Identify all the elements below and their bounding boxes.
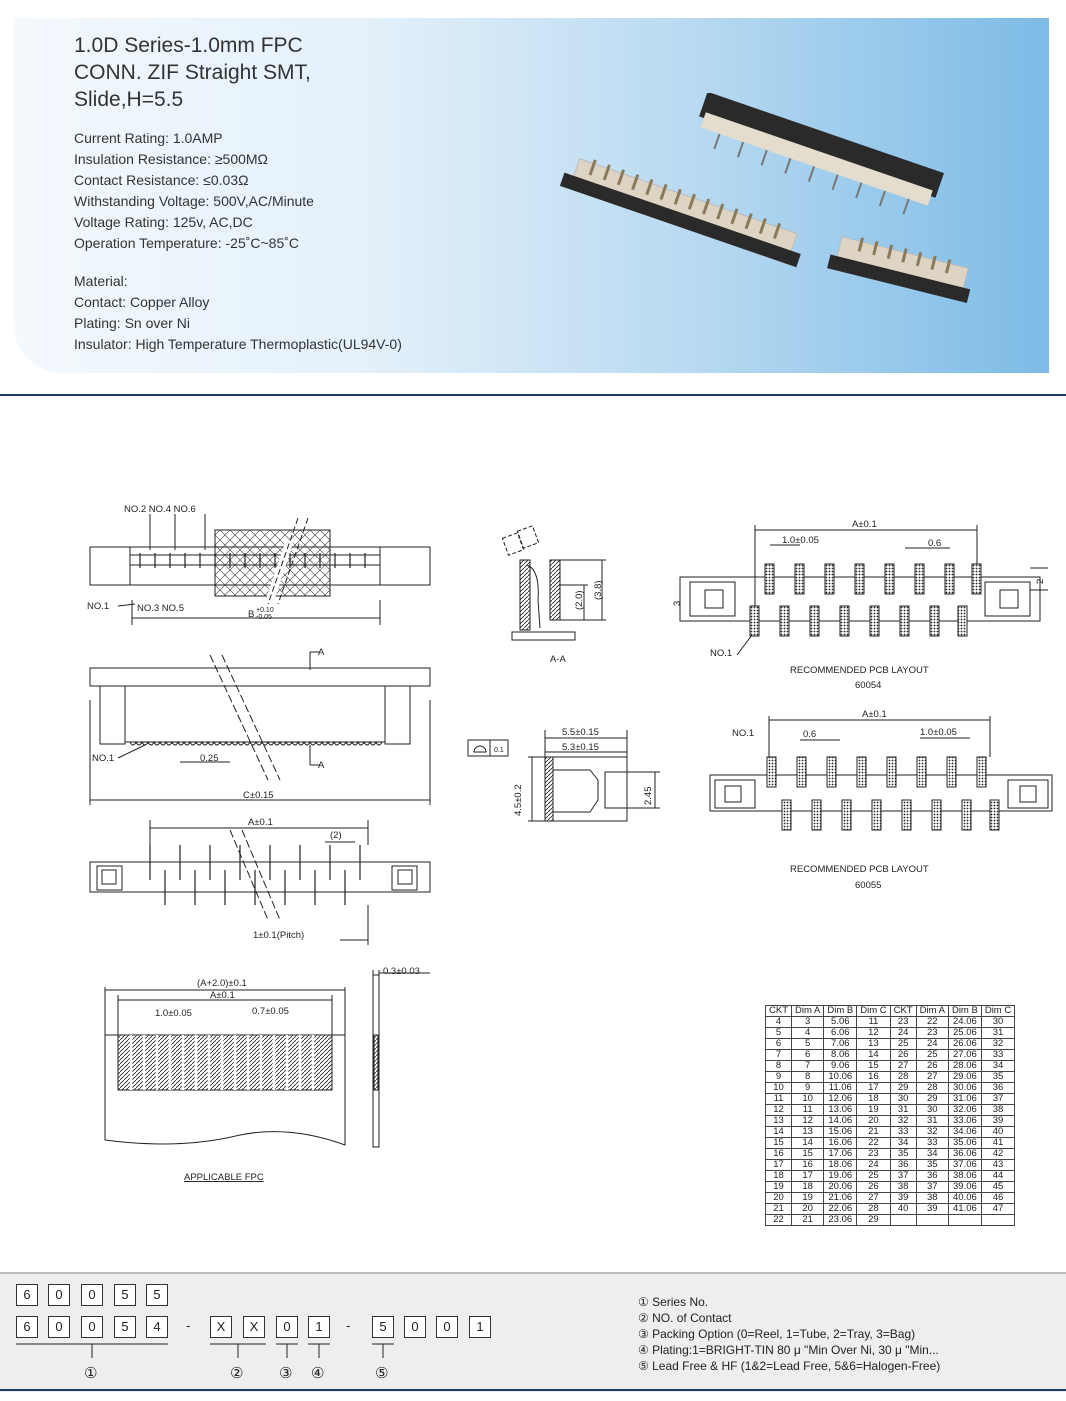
table-cell: 17.06 <box>824 1149 857 1160</box>
table-cell: 12.06 <box>824 1094 857 1105</box>
label-applicable-fpc: APPLICABLE FPC <box>184 1172 264 1183</box>
table-cell: 14.06 <box>824 1116 857 1127</box>
table-cell: 5 <box>766 1028 792 1039</box>
table-cell: 3 <box>792 1017 824 1028</box>
table-cell: 12 <box>857 1028 890 1039</box>
label-pcb-3: 3 <box>672 600 683 606</box>
table-body <box>766 1017 1015 1226</box>
table-cell: 23.06 <box>824 1215 857 1226</box>
table-row <box>766 1171 1015 1182</box>
pn-leadfree-digit: 1 <box>469 1316 491 1338</box>
pn-marker-2: ② <box>230 1364 244 1382</box>
table-cell: 24 <box>857 1160 890 1171</box>
pn-series-digit: 6 <box>16 1316 38 1338</box>
table-cell: 32.06 <box>948 1105 981 1116</box>
table-cell: 40 <box>981 1127 1014 1138</box>
table-cell: 26.06 <box>948 1039 981 1050</box>
table-row <box>766 1083 1015 1094</box>
table-cell: 8.06 <box>824 1050 857 1061</box>
table-cell: 34.06 <box>948 1127 981 1138</box>
label-section-a-bottom: A <box>318 760 325 771</box>
table-cell <box>981 1215 1014 1226</box>
table-cell: 16.06 <box>824 1138 857 1149</box>
table-cell: 37.06 <box>948 1160 981 1171</box>
table-cell: 14 <box>766 1127 792 1138</box>
table-cell: 14 <box>857 1050 890 1061</box>
table-cell: 7 <box>766 1050 792 1061</box>
table-cell: 12 <box>792 1116 824 1127</box>
table-row <box>766 1028 1015 1039</box>
table-cell: 33.06 <box>948 1116 981 1127</box>
table-cell: 34 <box>916 1149 948 1160</box>
label-pcb-10-1: 1.0±0.05 <box>782 535 819 546</box>
legend-item: ④ Plating:1=BRIGHT-TIN 80 μ "Min Over Ni, 30 μ "Min... <box>638 1343 939 1357</box>
table-cell: 24 <box>890 1028 916 1039</box>
table-cell: 15.06 <box>824 1127 857 1138</box>
table-cell: 9 <box>766 1072 792 1083</box>
table-row <box>766 1149 1015 1160</box>
material-insulator: Insulator: High Temperature Thermoplastic(UL94V-0) <box>74 336 402 352</box>
header-banner <box>14 18 1049 373</box>
pcb-layout-60055 <box>710 716 1052 830</box>
label-fpc-07: 0.7±0.05 <box>252 1006 289 1017</box>
material-heading: Material: <box>74 273 128 289</box>
spec-withstanding-voltage: Withstanding Voltage: 500V,AC/Minute <box>74 193 314 209</box>
label-pcb-06-1: 0.6 <box>928 538 942 549</box>
table-cell: 31 <box>890 1105 916 1116</box>
table-cell: 11 <box>792 1105 824 1116</box>
table-cell: 47 <box>981 1204 1014 1215</box>
title-line-3: Slide,H=5.5 <box>74 88 184 111</box>
table-cell: 20 <box>792 1204 824 1215</box>
table-cell: 35 <box>916 1160 948 1171</box>
table-cell: 37 <box>890 1171 916 1182</box>
table-cell: 33 <box>890 1127 916 1138</box>
label-no2-4-6: NO.2 NO.4 NO.6 <box>124 504 196 515</box>
table-cell: 32 <box>981 1039 1014 1050</box>
spec-current: Current Rating: 1.0AMP <box>74 130 223 146</box>
label-fpc-a2: (A+2.0)±0.1 <box>197 978 247 989</box>
table-cell: 13.06 <box>824 1105 857 1116</box>
material-plating: Plating: Sn over Ni <box>74 315 190 331</box>
label-pcb-a-1: A±0.1 <box>852 519 877 530</box>
table-cell: 29 <box>916 1094 948 1105</box>
table-cell: 23 <box>916 1028 948 1039</box>
col-dim-c-2: Dim C <box>981 1006 1014 1017</box>
col-dim-a: Dim A <box>792 1006 824 1017</box>
pn-leadfree-digit: 0 <box>436 1316 458 1338</box>
table-cell: 28 <box>890 1072 916 1083</box>
table-cell: 38.06 <box>948 1171 981 1182</box>
table-cell: 22.06 <box>824 1204 857 1215</box>
table-cell: 19.06 <box>824 1171 857 1182</box>
table-cell: 31 <box>981 1028 1014 1039</box>
pn-marker-4: ④ <box>311 1364 325 1382</box>
table-cell: 19 <box>792 1193 824 1204</box>
material-specs <box>74 271 402 355</box>
col-dim-a-2: Dim A <box>916 1006 948 1017</box>
pn-bracket-lines <box>0 1274 500 1374</box>
table-cell: 29 <box>857 1215 890 1226</box>
table-cell: 39 <box>981 1116 1014 1127</box>
label-dim-53: 5.3±0.15 <box>562 742 599 753</box>
table-cell: 26 <box>857 1182 890 1193</box>
table-row <box>766 1138 1015 1149</box>
table-cell: 11 <box>857 1017 890 1028</box>
legend-item: ① Series No. <box>638 1295 709 1309</box>
table-cell: 10 <box>766 1083 792 1094</box>
pn-packing-digit: 0 <box>276 1316 298 1338</box>
legend-item: ⑤ Lead Free & HF (1&2=Lead Free, 5&6=Halogen-Free) <box>638 1359 941 1373</box>
table-cell: 15 <box>766 1138 792 1149</box>
table-cell: 35 <box>981 1072 1014 1083</box>
table-cell: 21 <box>792 1215 824 1226</box>
table-cell: 21 <box>766 1204 792 1215</box>
pcb-layout-60054 <box>680 525 1048 655</box>
table-cell: 22 <box>916 1017 948 1028</box>
table-cell: 11.06 <box>824 1083 857 1094</box>
table-cell: 41 <box>981 1138 1014 1149</box>
table-cell: 18 <box>857 1094 890 1105</box>
label-fpc-10: 1.0±0.05 <box>155 1008 192 1019</box>
label-fpc-a: A±0.1 <box>210 990 235 1001</box>
table-cell: 20.06 <box>824 1182 857 1193</box>
table-cell: 4 <box>792 1028 824 1039</box>
part-number-section <box>0 1272 1066 1392</box>
table-cell: 32 <box>890 1116 916 1127</box>
table-row <box>766 1127 1015 1138</box>
label-dim-55: 5.5±0.15 <box>562 727 599 738</box>
table-row <box>766 1050 1015 1061</box>
label-c-dim: C±0.15 <box>243 790 274 801</box>
table-row <box>766 1182 1015 1193</box>
label-dim-38: (3.8) <box>593 580 604 600</box>
table-row <box>766 1061 1015 1072</box>
pn-contact-digit: X <box>243 1316 265 1338</box>
product-title <box>74 32 311 113</box>
table-cell: 6.06 <box>824 1028 857 1039</box>
table-cell: 30 <box>981 1017 1014 1028</box>
table-cell: 40 <box>890 1204 916 1215</box>
pn-row1-digit: 0 <box>81 1284 103 1306</box>
table-cell: 39.06 <box>948 1182 981 1193</box>
table-cell: 23 <box>890 1017 916 1028</box>
table-cell: 25 <box>857 1171 890 1182</box>
table-cell: 7.06 <box>824 1039 857 1050</box>
label-dim-245: 2.45 <box>643 786 654 805</box>
table-cell: 19 <box>857 1105 890 1116</box>
section-divider-top <box>0 394 1066 396</box>
pn-leadfree-digit: 0 <box>404 1316 426 1338</box>
label-pitch-025: 0.25 <box>200 753 219 764</box>
label-flat-tol: 0.1 <box>494 747 504 754</box>
label-b-tol-plus: +0.10 <box>256 607 274 614</box>
table-cell: 18 <box>792 1182 824 1193</box>
table-cell: 30 <box>916 1105 948 1116</box>
table-cell: 36.06 <box>948 1149 981 1160</box>
table-header-row <box>766 1006 1015 1017</box>
pn-plating-digit: 1 <box>308 1316 330 1338</box>
table-cell: 39 <box>916 1204 948 1215</box>
label-dim-20: (2.0) <box>574 590 585 610</box>
pn-row1-digit: 0 <box>48 1284 70 1306</box>
label-model-60054: 60054 <box>855 680 882 691</box>
table-cell: 13 <box>766 1116 792 1127</box>
table-cell: 25.06 <box>948 1028 981 1039</box>
spec-voltage-rating: Voltage Rating: 125v, AC,DC <box>74 214 253 230</box>
label-no1-front: NO.1 <box>92 753 115 764</box>
label-pcb-no1-1: NO.1 <box>710 648 733 659</box>
table-cell: 29.06 <box>948 1072 981 1083</box>
table-cell: 14 <box>792 1138 824 1149</box>
label-rec-layout-2: RECOMMENDED PCB LAYOUT <box>790 864 929 875</box>
pn-marker-5: ⑤ <box>375 1364 389 1382</box>
table-cell <box>948 1215 981 1226</box>
table-cell: 33 <box>981 1050 1014 1061</box>
table-cell: 22 <box>766 1215 792 1226</box>
dimension-table <box>765 1005 1015 1226</box>
table-cell: 31.06 <box>948 1094 981 1105</box>
table-cell <box>916 1215 948 1226</box>
pn-dash: - <box>346 1318 351 1333</box>
table-cell: 42 <box>981 1149 1014 1160</box>
table-cell <box>890 1215 916 1226</box>
table-cell: 27 <box>916 1072 948 1083</box>
table-cell: 36 <box>916 1171 948 1182</box>
table-cell: 44 <box>981 1171 1014 1182</box>
pn-row1-digit: 5 <box>146 1284 168 1306</box>
pn-leadfree-digit: 5 <box>372 1316 394 1338</box>
col-ckt-2: CKT <box>890 1006 916 1017</box>
table-cell: 10.06 <box>824 1072 857 1083</box>
pn-series-digit: 4 <box>146 1316 168 1338</box>
table-cell: 15 <box>792 1149 824 1160</box>
table-cell: 17 <box>766 1160 792 1171</box>
table-cell: 21.06 <box>824 1193 857 1204</box>
spec-insulation: Insulation Resistance: ≥500MΩ <box>74 151 269 167</box>
table-cell: 25 <box>890 1039 916 1050</box>
legend-item: ③ Packing Option (0=Reel, 1=Tube, 2=Tray, 3=Bag) <box>638 1327 916 1341</box>
table-cell: 36 <box>890 1160 916 1171</box>
table-cell: 16 <box>857 1072 890 1083</box>
table-cell: 46 <box>981 1193 1014 1204</box>
table-cell: 30.06 <box>948 1083 981 1094</box>
legend-item: ② NO. of Contact <box>638 1311 732 1325</box>
title-line-1: 1.0D Series-1.0mm FPC <box>74 34 303 57</box>
table-cell: 15 <box>857 1061 890 1072</box>
table-cell: 18 <box>766 1171 792 1182</box>
table-cell: 8 <box>766 1061 792 1072</box>
table-cell: 24.06 <box>948 1017 981 1028</box>
table-cell: 9.06 <box>824 1061 857 1072</box>
table-cell: 9 <box>792 1083 824 1094</box>
pn-series-digit: 5 <box>114 1316 136 1338</box>
label-fpc-thk: 0.3±0.03 <box>383 966 420 977</box>
pn-legend <box>638 1294 940 1374</box>
label-a-dim-bottom: A±0.1 <box>248 817 273 828</box>
label-no3-5: NO.3 NO.5 <box>137 603 184 614</box>
table-cell: 29 <box>890 1083 916 1094</box>
table-cell: 5.06 <box>824 1017 857 1028</box>
spec-contact-resistance: Contact Resistance: ≤0.03Ω <box>74 172 249 188</box>
table-cell: 20 <box>857 1116 890 1127</box>
table-cell: 40.06 <box>948 1193 981 1204</box>
label-model-60055: 60055 <box>855 880 882 891</box>
label-pcb-10-2: 1.0±0.05 <box>920 727 957 738</box>
table-row <box>766 1105 1015 1116</box>
label-pcb-2: 2 <box>1035 578 1046 584</box>
table-cell: 19 <box>766 1182 792 1193</box>
label-dim-45: 4.5±0.2 <box>513 784 524 816</box>
pn-dash: - <box>186 1318 191 1333</box>
label-aa: A-A <box>550 654 566 665</box>
table-cell: 41.06 <box>948 1204 981 1215</box>
table-cell: 6 <box>766 1039 792 1050</box>
label-two-paren: (2) <box>330 830 342 841</box>
table-cell: 38 <box>890 1182 916 1193</box>
col-dim-b-2: Dim B <box>948 1006 981 1017</box>
table-cell: 38 <box>981 1105 1014 1116</box>
table-cell: 36 <box>981 1083 1014 1094</box>
table-row <box>766 1094 1015 1105</box>
table-cell: 28 <box>857 1204 890 1215</box>
table-cell: 18.06 <box>824 1160 857 1171</box>
table-cell: 26 <box>916 1061 948 1072</box>
table-cell: 6 <box>792 1050 824 1061</box>
table-cell: 13 <box>792 1127 824 1138</box>
label-pcb-no1-2: NO.1 <box>732 728 755 739</box>
table-cell: 8 <box>792 1072 824 1083</box>
col-dim-c: Dim C <box>857 1006 890 1017</box>
table-cell: 13 <box>857 1039 890 1050</box>
table-cell: 33 <box>916 1138 948 1149</box>
label-b-dim: B <box>248 609 255 620</box>
label-pitch: 1±0.1(Pitch) <box>253 930 305 941</box>
section-divider-bottom <box>0 1389 1066 1391</box>
table-cell: 32 <box>916 1127 948 1138</box>
label-b-tol-minus: -0.05 <box>256 614 272 621</box>
table-row <box>766 1017 1015 1028</box>
table-cell: 34 <box>981 1061 1014 1072</box>
table-cell: 37 <box>916 1182 948 1193</box>
table-cell: 26 <box>890 1050 916 1061</box>
table-cell: 23 <box>857 1149 890 1160</box>
table-cell: 21 <box>857 1127 890 1138</box>
pn-row1-digit: 5 <box>114 1284 136 1306</box>
table-cell: 10 <box>792 1094 824 1105</box>
label-rec-layout-1: RECOMMENDED PCB LAYOUT <box>790 665 929 676</box>
table-cell: 35.06 <box>948 1138 981 1149</box>
pn-marker-3: ③ <box>279 1364 293 1382</box>
table-cell: 16 <box>792 1160 824 1171</box>
table-cell: 27 <box>890 1061 916 1072</box>
table-row <box>766 1215 1015 1226</box>
label-section-a-top: A <box>318 647 325 658</box>
material-contact: Contact: Copper Alloy <box>74 294 210 310</box>
electrical-specs <box>74 128 314 254</box>
table-cell: 37 <box>981 1094 1014 1105</box>
table-cell: 45 <box>981 1182 1014 1193</box>
table-row <box>766 1193 1015 1204</box>
label-pcb-a-2: A±0.1 <box>862 709 887 720</box>
applicable-fpc-drawing <box>105 970 430 1147</box>
pn-contact-digit: X <box>210 1316 232 1338</box>
section-aa-drawing <box>502 526 606 640</box>
table-row <box>766 1116 1015 1127</box>
table-cell: 35 <box>890 1149 916 1160</box>
label-pcb-06-2: 0.6 <box>803 729 817 740</box>
table-cell: 27.06 <box>948 1050 981 1061</box>
table-cell: 7 <box>792 1061 824 1072</box>
table-cell: 31 <box>916 1116 948 1127</box>
table-cell: 39 <box>890 1193 916 1204</box>
table-cell: 4 <box>766 1017 792 1028</box>
table-cell: 30 <box>890 1094 916 1105</box>
table-cell: 24 <box>916 1039 948 1050</box>
table-row <box>766 1160 1015 1171</box>
table-cell: 28.06 <box>948 1061 981 1072</box>
table-cell: 11 <box>766 1094 792 1105</box>
pn-row1-digit: 6 <box>16 1284 38 1306</box>
table-cell: 34 <box>890 1138 916 1149</box>
spec-temperature: Operation Temperature: -25˚C~85˚C <box>74 235 300 251</box>
table-cell: 5 <box>792 1039 824 1050</box>
pn-series-digit: 0 <box>48 1316 70 1338</box>
table-cell: 43 <box>981 1160 1014 1171</box>
bottom-view-drawing <box>90 820 430 945</box>
col-dim-b: Dim B <box>824 1006 857 1017</box>
table-cell: 25 <box>916 1050 948 1061</box>
table-row <box>766 1072 1015 1083</box>
table-cell: 27 <box>857 1193 890 1204</box>
table-row <box>766 1204 1015 1215</box>
connector-product-photo <box>544 93 984 313</box>
front-view-drawing <box>90 652 430 805</box>
table-cell: 17 <box>857 1083 890 1094</box>
table-cell: 20 <box>766 1193 792 1204</box>
label-no1-top: NO.1 <box>87 601 110 612</box>
pn-marker-1: ① <box>84 1364 98 1382</box>
table-cell: 16 <box>766 1149 792 1160</box>
title-line-2: CONN. ZIF Straight SMT, <box>74 61 311 84</box>
table-cell: 22 <box>857 1138 890 1149</box>
table-cell: 12 <box>766 1105 792 1116</box>
pn-series-digit: 0 <box>81 1316 103 1338</box>
table-cell: 38 <box>916 1193 948 1204</box>
table-cell: 17 <box>792 1171 824 1182</box>
table-row <box>766 1039 1015 1050</box>
table-cell: 28 <box>916 1083 948 1094</box>
col-ckt: CKT <box>766 1006 792 1017</box>
